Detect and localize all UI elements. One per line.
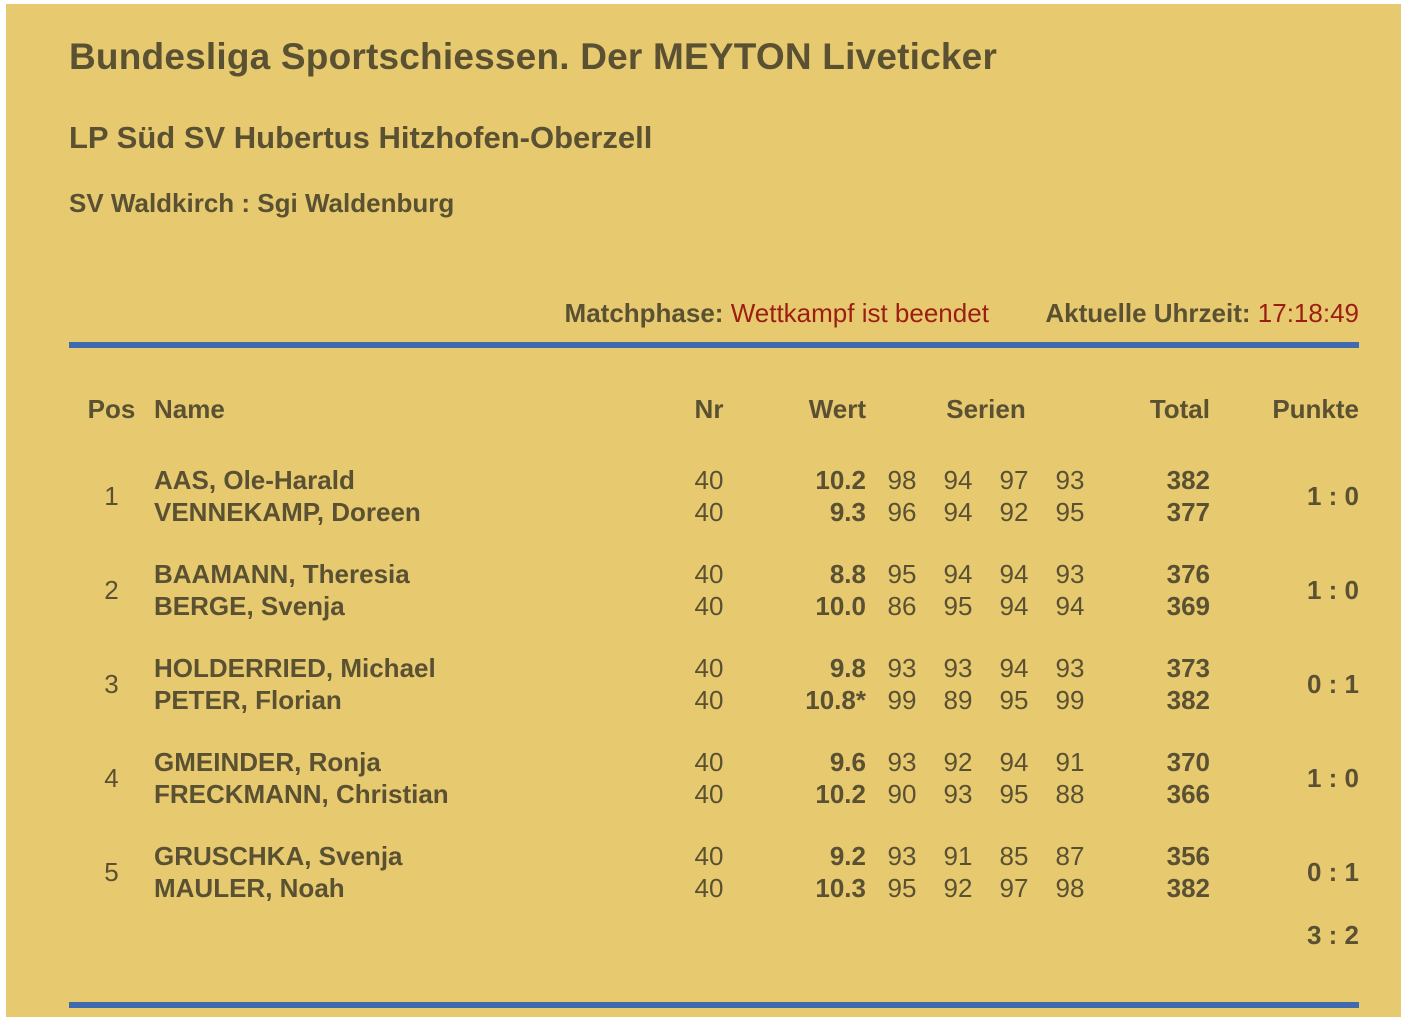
series-score: 93 <box>1055 465 1085 495</box>
row-spacer <box>69 622 1359 652</box>
series-score: 91 <box>943 841 973 871</box>
series-score: 93 <box>943 779 973 809</box>
shooter-total: 356 <box>1166 841 1210 871</box>
header-name: Name <box>154 393 225 424</box>
series-score: 94 <box>943 465 973 495</box>
shooter-total: 376 <box>1166 559 1210 589</box>
liveticker-panel <box>6 4 1401 1017</box>
table-row <box>69 684 1359 716</box>
shooter-wert: 9.2 <box>829 841 866 871</box>
shooter-name: GRUSCHKA, Svenja <box>154 841 403 871</box>
series-score: 95 <box>887 873 917 903</box>
series-score: 93 <box>887 747 917 777</box>
series-score: 88 <box>1055 779 1085 809</box>
row-spacer <box>69 434 1359 464</box>
series-score: 85 <box>999 841 1029 871</box>
header-pos: Pos <box>87 393 136 424</box>
shooter-wert: 10.8* <box>805 685 866 715</box>
shooter-wert: 9.6 <box>829 747 866 777</box>
bottom-divider <box>69 1002 1359 1008</box>
shooter-nr: 40 <box>694 497 724 527</box>
shooter-nr: 40 <box>694 841 724 871</box>
series-score: 87 <box>1055 841 1085 871</box>
row-spacer <box>69 528 1359 558</box>
header-punkte: Punkte <box>1272 393 1359 424</box>
header-nr: Nr <box>694 393 724 424</box>
shooter-total: 382 <box>1166 685 1210 715</box>
pairing-position: 2 <box>104 575 119 605</box>
shooter-nr: 40 <box>694 559 724 589</box>
shooter-total: 382 <box>1166 465 1210 495</box>
pairing-position: 3 <box>104 669 119 699</box>
row-spacer <box>69 716 1359 746</box>
pairing-points: 1 : 0 <box>1306 575 1359 605</box>
series-score: 94 <box>943 497 973 527</box>
shooter-name: PETER, Florian <box>154 685 342 715</box>
series-score: 86 <box>887 591 917 621</box>
pairing-position: 4 <box>104 763 119 793</box>
shooter-name: FRECKMANN, Christian <box>154 779 449 809</box>
results-table <box>69 384 1359 966</box>
shooter-nr: 40 <box>694 653 724 683</box>
shooter-wert: 10.3 <box>815 873 866 903</box>
shooter-name: HOLDERRIED, Michael <box>154 653 436 683</box>
shooter-wert: 10.2 <box>815 779 866 809</box>
table-row <box>69 464 1359 496</box>
row-spacer <box>69 810 1359 840</box>
pairing-points: 1 : 0 <box>1306 763 1359 793</box>
pairing-position: 1 <box>104 481 119 511</box>
shooter-wert: 9.3 <box>829 497 866 527</box>
series-score: 95 <box>999 685 1029 715</box>
series-score: 93 <box>1055 559 1085 589</box>
results-body <box>69 434 1359 966</box>
series-score: 99 <box>1055 685 1085 715</box>
current-time-label: Aktuelle Uhrzeit: <box>1045 298 1251 328</box>
table-row <box>69 590 1359 622</box>
league-subtitle: LP Süd SV Hubertus Hitzhofen-Oberzell <box>69 120 653 155</box>
header-wert: Wert <box>808 393 866 424</box>
series-score: 90 <box>887 779 917 809</box>
series-score: 94 <box>999 747 1029 777</box>
top-divider <box>69 342 1359 348</box>
series-score: 95 <box>1055 497 1085 527</box>
series-score: 93 <box>1055 653 1085 683</box>
shooter-wert: 8.8 <box>829 559 866 589</box>
series-score: 98 <box>1055 873 1085 903</box>
shooter-total: 373 <box>1166 653 1210 683</box>
shooter-nr: 40 <box>694 465 724 495</box>
shooter-wert: 10.2 <box>815 465 866 495</box>
series-score: 92 <box>999 497 1029 527</box>
pairing-points: 1 : 0 <box>1306 481 1359 511</box>
shooter-total: 370 <box>1166 747 1210 777</box>
shooter-name: BERGE, Svenja <box>154 591 345 621</box>
series-score: 93 <box>943 653 973 683</box>
match-heading: SV Waldkirch : Sgi Waldenburg <box>69 188 455 218</box>
shooter-total: 369 <box>1166 591 1210 621</box>
table-row <box>69 778 1359 810</box>
pairing-points: 0 : 1 <box>1306 857 1359 887</box>
series-score: 92 <box>943 747 973 777</box>
total-score: 3 : 2 <box>1306 920 1359 950</box>
match-phase-label: Matchphase: <box>564 298 724 328</box>
series-score: 94 <box>999 591 1029 621</box>
shooter-name: VENNEKAMP, Doreen <box>154 497 421 527</box>
series-score: 97 <box>999 465 1029 495</box>
current-time-value: 17:18:49 <box>1257 298 1359 328</box>
series-score: 94 <box>999 653 1029 683</box>
series-score: 99 <box>887 685 917 715</box>
series-score: 91 <box>1055 747 1085 777</box>
page-title: Bundesliga Sportschiessen. Der MEYTON Liveticker <box>69 36 998 77</box>
shooter-wert: 10.0 <box>815 591 866 621</box>
table-row <box>69 746 1359 778</box>
shooter-name: MAULER, Noah <box>154 873 345 903</box>
series-score: 94 <box>943 559 973 589</box>
series-score: 98 <box>887 465 917 495</box>
header-total: Total <box>1149 393 1210 424</box>
series-score: 94 <box>999 559 1029 589</box>
table-row <box>69 558 1359 590</box>
series-score: 95 <box>999 779 1029 809</box>
table-header-row <box>69 384 1359 434</box>
pairing-points: 0 : 1 <box>1306 669 1359 699</box>
series-score: 93 <box>887 841 917 871</box>
shooter-total: 382 <box>1166 873 1210 903</box>
series-score: 97 <box>999 873 1029 903</box>
table-row <box>69 872 1359 904</box>
table-row <box>69 496 1359 528</box>
table-row <box>69 840 1359 872</box>
match-phase-value: Wettkampf ist beendet <box>730 298 989 328</box>
shooter-name: GMEINDER, Ronja <box>154 747 381 777</box>
series-score: 89 <box>943 685 973 715</box>
series-score: 93 <box>887 653 917 683</box>
shooter-nr: 40 <box>694 779 724 809</box>
shooter-nr: 40 <box>694 873 724 903</box>
series-score: 95 <box>887 559 917 589</box>
shooter-total: 366 <box>1166 779 1210 809</box>
series-score: 94 <box>1055 591 1085 621</box>
shooter-nr: 40 <box>694 685 724 715</box>
shooter-nr: 40 <box>694 591 724 621</box>
table-row <box>69 652 1359 684</box>
status-line <box>565 298 1359 329</box>
shooter-nr: 40 <box>694 747 724 777</box>
header-serien: Serien <box>946 393 1026 424</box>
total-row <box>69 904 1359 966</box>
series-score: 96 <box>887 497 917 527</box>
shooter-name: BAAMANN, Theresia <box>154 559 410 589</box>
shooter-name: AAS, Ole-Harald <box>154 465 355 495</box>
series-score: 92 <box>943 873 973 903</box>
shooter-total: 377 <box>1166 497 1210 527</box>
shooter-wert: 9.8 <box>829 653 866 683</box>
pairing-position: 5 <box>104 857 119 887</box>
series-score: 95 <box>943 591 973 621</box>
